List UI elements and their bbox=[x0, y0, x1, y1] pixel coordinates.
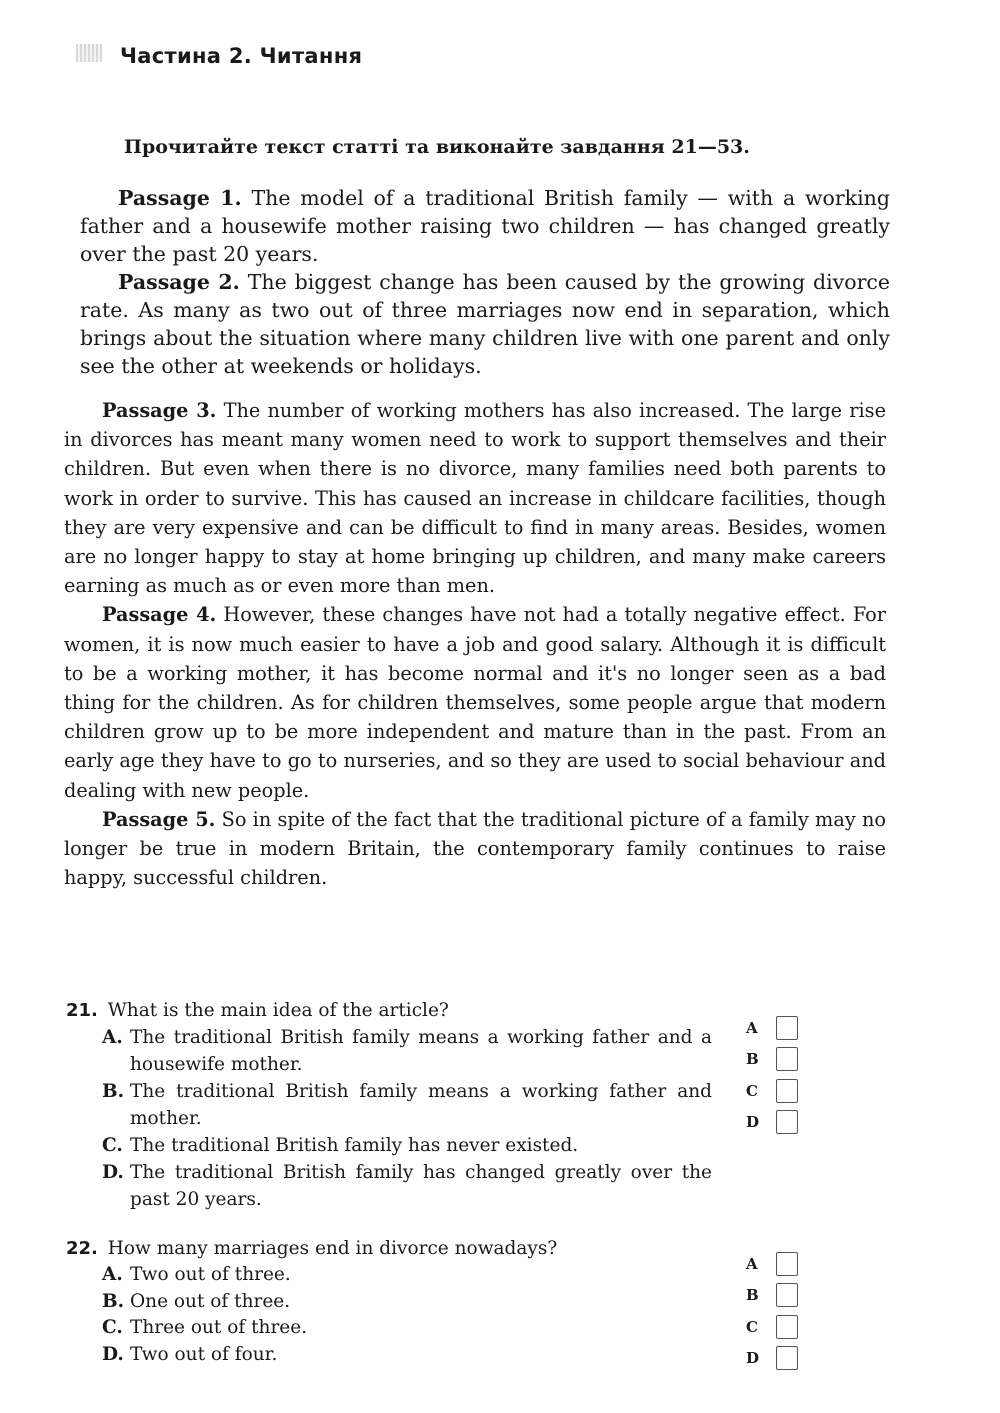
answer-row-d bbox=[746, 1343, 798, 1375]
passage-5 bbox=[64, 805, 886, 893]
option-d bbox=[102, 1342, 712, 1369]
option-b bbox=[102, 1078, 712, 1132]
scan-artifact bbox=[76, 44, 102, 62]
option-c bbox=[102, 1132, 712, 1159]
answer-checkbox-d[interactable] bbox=[776, 1110, 798, 1134]
question-number: 22. bbox=[66, 1238, 98, 1259]
question-stem bbox=[66, 1236, 806, 1262]
answer-checkbox-d[interactable] bbox=[776, 1346, 798, 1370]
part-title: Частина 2. Читання bbox=[120, 44, 363, 68]
answer-boxes-21 bbox=[746, 1012, 798, 1138]
passage-4 bbox=[64, 600, 886, 804]
option-a bbox=[102, 1262, 712, 1289]
instruction: Прочитайте текст статті та виконайте завдання 21—53. bbox=[124, 136, 750, 158]
answer-checkbox-b[interactable] bbox=[776, 1283, 798, 1307]
option-text: The traditional British family means a working father and mother. bbox=[130, 1081, 712, 1129]
answer-letter: C bbox=[746, 1317, 758, 1336]
option-text: Two out of four. bbox=[130, 1343, 278, 1365]
option-letter: C. bbox=[102, 1135, 123, 1156]
option-d bbox=[102, 1159, 712, 1213]
passage-1 bbox=[80, 184, 890, 268]
passage-label: Passage 2. bbox=[118, 270, 240, 294]
option-letter: A. bbox=[102, 1027, 123, 1048]
options-list bbox=[102, 1024, 712, 1213]
option-b bbox=[102, 1289, 712, 1316]
answer-checkbox-b[interactable] bbox=[776, 1047, 798, 1071]
passage-label: Passage 1. bbox=[118, 186, 242, 210]
option-text: The traditional British family has never existed. bbox=[130, 1135, 579, 1156]
question-number: 21. bbox=[66, 1000, 98, 1021]
question-text: How many marriages end in divorce nowadays? bbox=[107, 1238, 558, 1259]
passage-text: The model of a traditional British family — with a working father and a housewife mother raising two children — has changed greatly over the past 20 years. bbox=[80, 186, 890, 266]
option-letter: C. bbox=[102, 1317, 123, 1338]
answer-letter: D bbox=[746, 1113, 760, 1132]
answer-boxes-22 bbox=[746, 1248, 798, 1374]
answer-row-b bbox=[746, 1280, 798, 1312]
option-text: One out of three. bbox=[130, 1290, 291, 1312]
answer-checkbox-a[interactable] bbox=[776, 1252, 798, 1276]
answer-checkbox-c[interactable] bbox=[776, 1315, 798, 1339]
answer-row-a bbox=[746, 1012, 798, 1044]
passage-text: So in spite of the fact that the traditional picture of a family may no longer be true in modern Britain, the contemporary family continues to raise happy, successful children. bbox=[64, 807, 886, 890]
option-letter: B. bbox=[102, 1290, 125, 1312]
answer-letter: A bbox=[746, 1018, 758, 1037]
options-list bbox=[102, 1262, 712, 1368]
question-text: What is the main idea of the article? bbox=[107, 1000, 449, 1021]
answer-row-b bbox=[746, 1044, 798, 1076]
answer-letter: D bbox=[746, 1349, 760, 1368]
option-letter: D. bbox=[102, 1343, 124, 1365]
passage-text: However, these changes have not had a totally negative effect. For women, it is now much easier to have a job and good salary. Although it is difficult to be a working mother, it has become normal and it's no longer seen as a bad thing for the children. As for children themselves, some people argue that modern children grow up to be more independent and mature than in the past. From an early age they have to go to nurseries, and so they are used to social behaviour and dealing with new people. bbox=[64, 603, 886, 802]
passages-top bbox=[80, 184, 890, 380]
option-a bbox=[102, 1024, 712, 1078]
option-letter: D. bbox=[102, 1162, 124, 1183]
answer-letter: B bbox=[746, 1050, 759, 1069]
option-letter: B. bbox=[102, 1081, 125, 1102]
answer-checkbox-a[interactable] bbox=[776, 1016, 798, 1040]
option-text: Three out of three. bbox=[130, 1317, 308, 1338]
option-text: The traditional British family means a working father and a housewife mother. bbox=[130, 1027, 712, 1075]
option-text: Two out of three. bbox=[130, 1264, 291, 1285]
option-text: The traditional British family has changed greatly over the past 20 years. bbox=[130, 1162, 712, 1210]
passage-2 bbox=[80, 268, 890, 380]
question-22 bbox=[66, 1236, 806, 1368]
option-c bbox=[102, 1315, 712, 1342]
passage-label: Passage 3. bbox=[102, 399, 217, 422]
passage-text: The biggest change has been caused by the growing divorce rate. As many as two out of three marriages now end in separation, which brings about the situation where many children live with one parent and only see the other at weekends or holidays. bbox=[80, 270, 890, 378]
passages-main bbox=[64, 396, 886, 892]
passage-label: Passage 5. bbox=[102, 807, 216, 831]
answer-row-c bbox=[746, 1075, 798, 1107]
answer-row-a bbox=[746, 1248, 798, 1280]
answer-letter: A bbox=[746, 1254, 758, 1273]
passage-3 bbox=[64, 396, 886, 600]
answer-row-c bbox=[746, 1311, 798, 1343]
passage-label: Passage 4. bbox=[102, 603, 217, 627]
passage-text: The number of working mothers has also increased. The large rise in divorces has meant many women need to work to support themselves and their children. But even when there is no divorce, many families need both parents to work in order to survive. This has caused an increase in childcare facilities, though they are very expensive and can be difficult to find in many areas. Besides, women are no longer happy to stay at home bringing up children, and many make careers earning as much as or even more than men. bbox=[64, 399, 886, 598]
answer-letter: C bbox=[746, 1081, 758, 1100]
answer-checkbox-c[interactable] bbox=[776, 1079, 798, 1103]
question-stem bbox=[66, 998, 806, 1024]
answer-row-d bbox=[746, 1107, 798, 1139]
option-letter: A. bbox=[102, 1264, 123, 1285]
question-21 bbox=[66, 998, 806, 1213]
answer-letter: B bbox=[746, 1286, 759, 1305]
